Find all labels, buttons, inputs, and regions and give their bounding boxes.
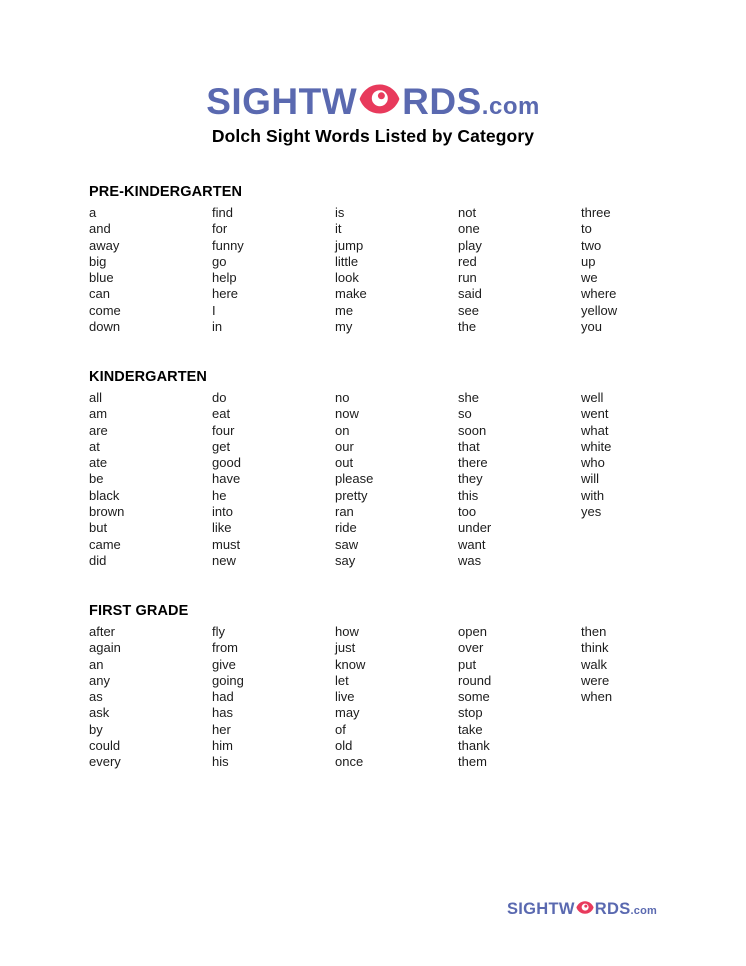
sight-word: take: [458, 721, 483, 737]
sight-word: by: [89, 721, 103, 737]
sight-word: jump: [335, 237, 364, 253]
sight-word: for: [212, 221, 228, 237]
sight-word: black: [89, 487, 120, 503]
sight-word: do: [212, 390, 227, 405]
sight-word: help: [212, 270, 237, 286]
sight-word: so: [458, 406, 472, 422]
sight-word: funny: [212, 237, 244, 253]
sight-word: here: [212, 286, 239, 302]
sight-word: ate: [89, 455, 108, 471]
sightwords-logo: [0, 83, 746, 120]
sight-word: into: [212, 504, 233, 520]
sight-word: open: [458, 624, 487, 639]
sight-word: said: [458, 286, 482, 302]
sight-word: she: [458, 390, 479, 405]
word-column: [335, 205, 458, 335]
sight-word: you: [581, 319, 602, 335]
sight-word: a: [89, 205, 97, 220]
sight-word: round: [458, 672, 492, 688]
sight-word: run: [458, 270, 477, 286]
sight-word: play: [458, 237, 482, 253]
sight-word: with: [581, 487, 605, 503]
sight-word: her: [212, 721, 231, 737]
sight-word: but: [89, 520, 108, 536]
section-kindergarten: [89, 369, 689, 569]
sight-word: put: [458, 656, 477, 672]
sight-word: pretty: [335, 487, 368, 503]
word-column: [212, 624, 335, 771]
word-column: [335, 624, 458, 771]
sight-word: find: [212, 205, 233, 220]
word-columns: [89, 390, 689, 569]
footer-eye-icon: [576, 901, 594, 914]
sight-word: like: [212, 520, 232, 536]
sight-word: please: [335, 471, 374, 487]
sight-word: ride: [335, 520, 357, 536]
sight-word: him: [212, 738, 233, 754]
sight-word: all: [89, 390, 103, 405]
sight-word: think: [581, 640, 609, 656]
sight-word: four: [212, 422, 235, 438]
sight-word: I: [212, 302, 216, 318]
sight-word: they: [458, 471, 483, 487]
sight-word: an: [89, 656, 104, 672]
sight-word: am: [89, 406, 108, 422]
sight-word: again: [89, 640, 121, 656]
sight-word: and: [89, 221, 111, 237]
sight-word: well: [581, 390, 604, 405]
sight-word: thank: [458, 738, 490, 754]
sight-word: up: [581, 253, 596, 269]
sight-word: any: [89, 672, 110, 688]
sight-word: out: [335, 455, 354, 471]
section-pre-kindergarten: [89, 184, 689, 335]
sight-word: will: [581, 471, 600, 487]
footer-logo-text-before-eye: SIGHTW: [506, 900, 575, 918]
sight-word: get: [212, 438, 231, 454]
sight-word: once: [335, 754, 364, 770]
sight-word: not: [458, 205, 477, 220]
sight-word: be: [89, 471, 104, 487]
sight-word: over: [458, 640, 484, 656]
sight-word: one: [458, 221, 480, 237]
sight-word: blue: [89, 270, 114, 286]
sight-word: old: [335, 738, 353, 754]
word-column: [89, 624, 212, 771]
sight-word: ran: [335, 504, 354, 520]
sight-word: from: [212, 640, 238, 656]
sight-word: every: [89, 754, 121, 770]
sight-word: his: [212, 754, 229, 770]
sight-word: me: [335, 302, 354, 318]
sight-word: there: [458, 455, 488, 471]
sight-word: how: [335, 624, 359, 639]
sight-word: away: [89, 237, 120, 253]
word-column: [581, 390, 704, 569]
sight-word: came: [89, 536, 121, 552]
sight-word: that: [458, 438, 480, 454]
sight-word: them: [458, 754, 487, 770]
sight-word: yellow: [581, 302, 618, 318]
logo-text-after-eye: RDS: [402, 81, 482, 122]
sight-word: must: [212, 536, 241, 552]
sight-word: give: [212, 656, 236, 672]
sight-word: good: [212, 455, 241, 471]
sight-word: he: [212, 487, 227, 503]
sight-word: when: [581, 689, 613, 705]
sight-word: walk: [581, 656, 608, 672]
sight-word: soon: [458, 422, 487, 438]
sight-word: are: [89, 422, 108, 438]
eye-icon: [359, 84, 400, 114]
sight-word: come: [89, 302, 121, 318]
sight-word: just: [335, 640, 356, 656]
sight-word: eat: [212, 406, 231, 422]
sight-word: three: [581, 205, 611, 220]
sight-word: let: [335, 672, 349, 688]
sight-word: it: [335, 221, 342, 237]
page-title: Dolch Sight Words Listed by Category: [211, 126, 535, 146]
sight-word: did: [89, 552, 107, 568]
sight-word: no: [335, 390, 350, 405]
word-column: [89, 390, 212, 569]
sight-word: big: [89, 253, 107, 269]
section-heading: KINDERGARTEN: [89, 369, 208, 385]
sight-word: has: [212, 705, 233, 721]
sight-word: we: [581, 270, 598, 286]
sight-word: can: [89, 286, 110, 302]
footer-logo-text-after-eye: RDS: [594, 900, 631, 918]
sight-word: make: [335, 286, 367, 302]
sight-word: could: [89, 738, 121, 754]
sight-word: live: [335, 689, 355, 705]
sight-word: the: [458, 319, 477, 335]
sight-word: as: [89, 689, 103, 705]
sight-word: what: [581, 422, 609, 438]
sight-word: were: [581, 672, 610, 688]
footer-sightwords-logo: [507, 901, 657, 918]
sight-word: may: [335, 705, 360, 721]
sight-word: yes: [581, 504, 602, 520]
section-first-grade: [89, 603, 689, 771]
sight-word: say: [335, 552, 356, 568]
sight-word: after: [89, 624, 116, 639]
word-column: [212, 205, 335, 335]
sight-word: some: [458, 689, 490, 705]
sight-word: this: [458, 487, 479, 503]
sight-word: down: [89, 319, 121, 335]
sight-word: our: [335, 438, 354, 454]
word-columns: [89, 624, 689, 771]
sight-word: my: [335, 319, 353, 335]
word-column: [89, 205, 212, 335]
word-columns: [89, 205, 689, 335]
word-column: [335, 390, 458, 569]
sight-word: in: [212, 319, 223, 335]
sight-word: on: [335, 422, 350, 438]
sight-word: of: [335, 721, 346, 737]
footer-logo-domain-suffix: .com: [630, 905, 657, 917]
word-column: [212, 390, 335, 569]
section-heading: FIRST GRADE: [89, 603, 189, 619]
sight-word: then: [581, 624, 607, 639]
sight-word: at: [89, 438, 100, 454]
logo-text-before-eye: SIGHTW: [206, 81, 358, 122]
sight-word: new: [212, 552, 236, 568]
word-column: [581, 205, 704, 335]
sight-word: where: [581, 286, 617, 302]
sight-word: went: [581, 406, 609, 422]
sight-word: little: [335, 253, 359, 269]
sight-word: have: [212, 471, 241, 487]
sight-word: see: [458, 302, 479, 318]
sight-word: go: [212, 253, 227, 269]
sight-word: was: [458, 552, 482, 568]
sight-word: brown: [89, 504, 125, 520]
word-column: [458, 390, 581, 569]
sight-word: white: [581, 438, 612, 454]
sight-word: to: [581, 221, 592, 237]
sight-word: who: [581, 455, 605, 471]
sight-word: two: [581, 237, 602, 253]
word-column: [458, 624, 581, 771]
word-column: [458, 205, 581, 335]
sight-word: red: [458, 253, 477, 269]
sight-word: under: [458, 520, 492, 536]
sight-word: fly: [212, 624, 225, 639]
sight-word: had: [212, 689, 234, 705]
sight-word: look: [335, 270, 359, 286]
sight-word: going: [212, 672, 244, 688]
sight-word: stop: [458, 705, 483, 721]
sight-word: know: [335, 656, 366, 672]
sight-word: now: [335, 406, 359, 422]
logo-domain-suffix: .com: [481, 93, 540, 120]
sight-word: ask: [89, 705, 110, 721]
sight-word: too: [458, 504, 477, 520]
section-heading: PRE-KINDERGARTEN: [89, 184, 243, 200]
sight-word: want: [458, 536, 486, 552]
sight-word: saw: [335, 536, 359, 552]
sight-word: is: [335, 205, 345, 220]
word-column: [581, 624, 704, 771]
